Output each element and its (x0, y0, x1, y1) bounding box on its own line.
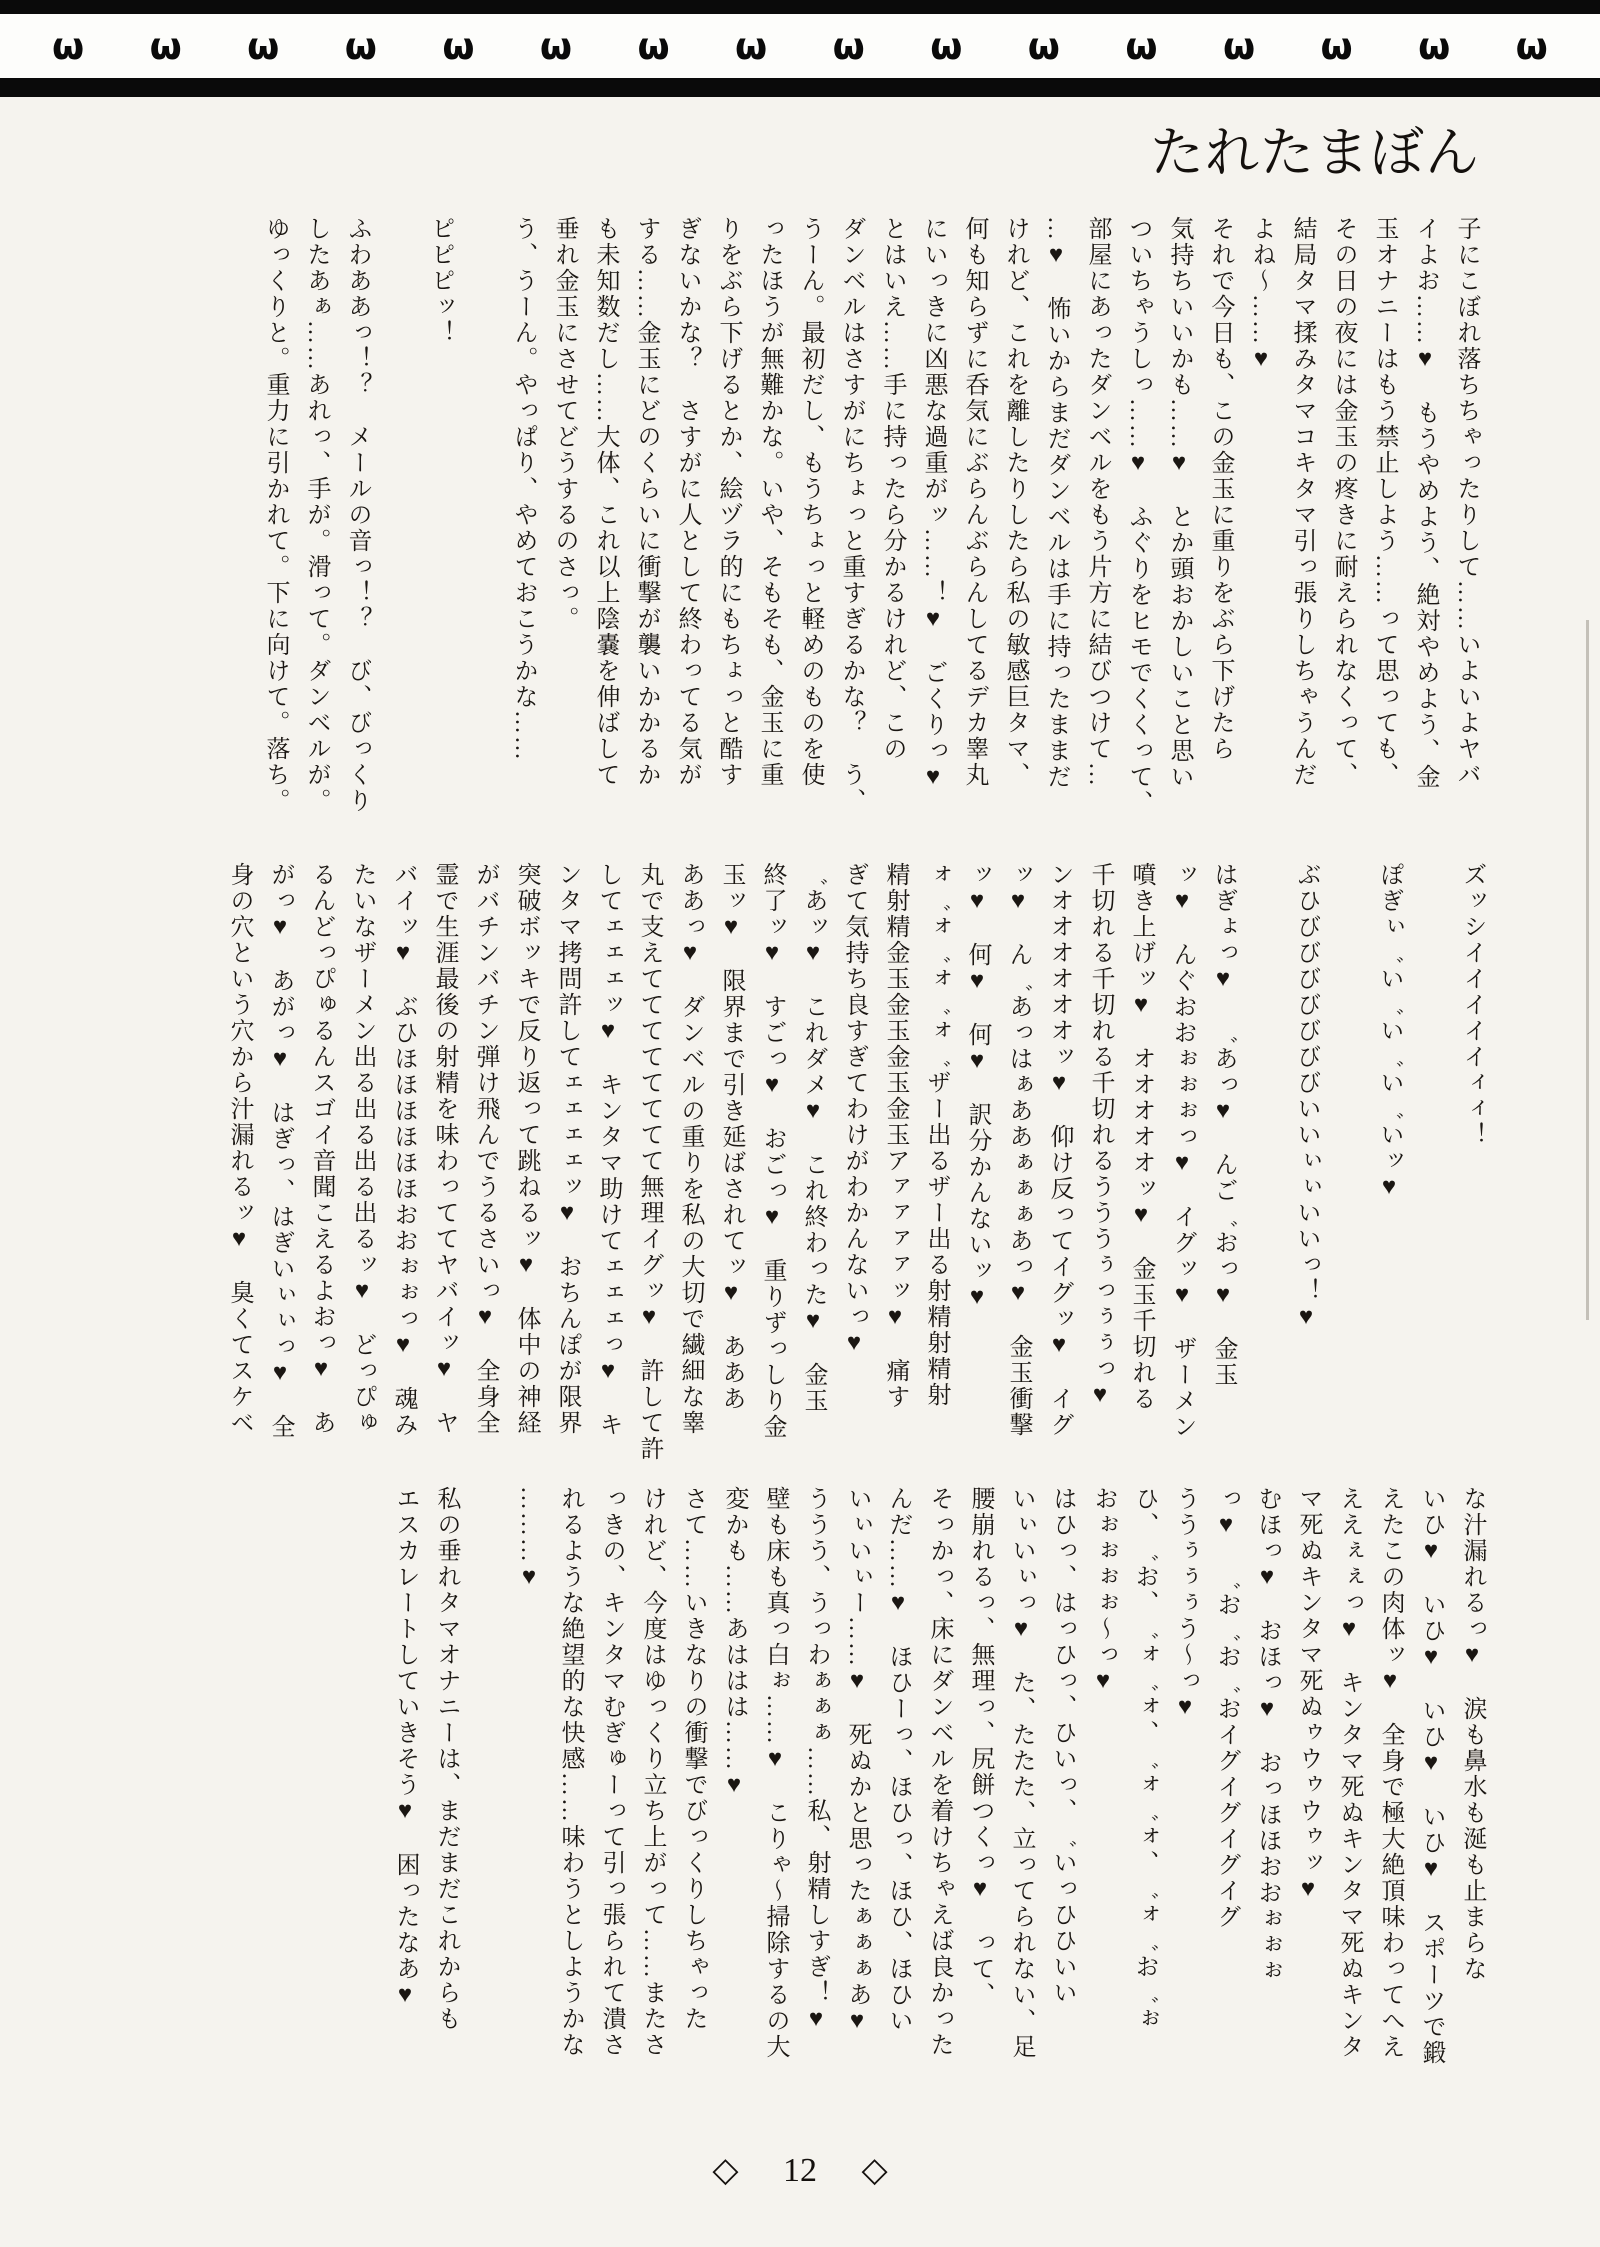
text-column: ッ♥ 何♥ 何♥ 訳分かんないッ♥ (964, 862, 990, 1312)
text-column: ったほうが無難かな。いや、そもそも、金玉に重 (756, 216, 782, 788)
column-gap (386, 216, 411, 816)
text-column: るんどっぴゅるんスゴイ音聞こえるよおっ♥ あ (308, 862, 334, 1436)
text-column: いぃいぃっ♥ た、たたた、立ってられない、足 (1008, 1486, 1034, 2060)
omega-icon: ω (832, 24, 865, 68)
text-column: 突破ボッキで反り返って跳ねるッ♥ 体中の神経 (513, 862, 539, 1436)
text-column: 何も知らずに呑気にぶらんぶらんしてるデカ睾丸 (961, 216, 987, 788)
text-column: したあぁ……あれっ、手が。滑って。ダンベルが。 (303, 216, 329, 814)
text-column: バイッ♥ ぶひほほほほほほおおぉぉっ♥ 魂み (390, 862, 416, 1438)
column-gap (475, 1486, 500, 2086)
text-column: はひっ、はっひっ、ひいっ、゛いっひひいい (1049, 1486, 1075, 2006)
text-column: ぎないかな？ さすがに人として終わってる気が (674, 216, 700, 788)
text-column: いぃいぃー……♥ 死ぬかと思ったぁぁぁあ♥ (844, 1486, 870, 2036)
text-column: ォ゛ォ゛ォ゛ォ゛ザー出るザー出る射精射精射 (923, 862, 949, 1408)
text-column: 玉ッ♥ 限界まで引き延ばされてッ♥ あああ (718, 862, 744, 1412)
omega-icon: ω (1027, 24, 1060, 68)
text-column: ああっ♥ ダンベルの重りを私の大切で繊細な睾 (677, 862, 703, 1436)
text-column: な汁漏れるっ♥ 涙も鼻水も涎も止まらな (1459, 1486, 1485, 1982)
text-column: とはいえ……手に持ったら分かるけれど、この (879, 216, 905, 762)
text-column: ズッシイイイイイィィ！ (1459, 862, 1485, 1148)
text-column: 終了ッ♥ すごっ♥ おごっ♥ 重りずっしり金 (759, 862, 785, 1440)
text-column: ふわああっ！？ メールの音っ！？ び、びっくり (344, 216, 370, 814)
text-column: ッ♥ ん゛あっはぁああぁぁぁあっ♥ 金玉衝撃 (1005, 862, 1031, 1438)
text-column: 結局タマ揉みタマコキタマ引っ張りしちゃうんだ (1289, 216, 1315, 788)
text-column: …♥ 怖いからまだダンベルは手に持ったままだ (1043, 216, 1069, 790)
text-column: う、うーん。やっぱり、やめておこうかな…… (510, 216, 536, 762)
text-column: ンオオオオオオッ♥ 仰け反ってイグッ♥ イグ (1046, 862, 1072, 1438)
text-column: マ死ぬキンタマ死ぬゥウゥウゥッ♥ (1295, 1486, 1321, 1904)
text-column: えたこの肉体ッ♥ 全身で極大絶頂味わってへえ (1377, 1486, 1403, 2060)
text-column: 丸で支えてててててててて無理イグッ♥ 許して許 (636, 862, 662, 1462)
diamond-icon: ◇ (712, 2152, 739, 2189)
text-column: がバチンバチン弾け飛んでうるさいっ♥ 全身全 (472, 862, 498, 1436)
text-block-intro (246, 216, 1478, 816)
text-column: イよお……♥ もうやめよう、絶対やめよう、金 (1412, 216, 1438, 790)
text-column: さて……いきなりの衝撃でびっくりしちゃった (680, 1486, 706, 2032)
omega-icon: ω (247, 24, 280, 68)
text-column: ううぅぅぅう〜っ♥ (1172, 1486, 1198, 1722)
text-column: ぶひびびびびびびびいいぃぃいいっ！♥ (1293, 862, 1319, 1332)
text-column: っきの、キンタマむぎゅーって引っ張られて潰さ (598, 1486, 624, 2058)
text-block-aftermath (376, 1486, 1484, 2086)
text-column: っ♥ ゛お゛お゛おイグイグイグイグ (1213, 1486, 1239, 1930)
text-column: 変かも……あははは……♥ (721, 1486, 747, 1800)
text-column: ぎて気持ち良すぎてわけがわかんないっ♥ (841, 862, 867, 1358)
text-column: 気持ちいいかも……♥ とか頭おかしいこと思い (1166, 216, 1192, 790)
header-top-bar (0, 0, 1600, 14)
diamond-icon: ◇ (861, 2152, 888, 2189)
column-gap (469, 216, 494, 816)
page-title: たれたまぼん (1150, 123, 1480, 183)
text-column: 身の穴という穴から汁漏れるッ♥ 臭くてスケベ (226, 862, 252, 1436)
text-column: うーん。最初だし、もうちょっと軽めのものを使 (797, 216, 823, 788)
text-column: ぽぎぃ゛い゛い゛い゛いッ♥ (1376, 862, 1402, 1202)
text-column: たいなザーメン出る出る出る出るッ♥ どっぴゅ (349, 862, 375, 1436)
header-bottom-bar (0, 78, 1600, 97)
text-column: むほっ♥ おほっ♥ おっほほおおぉぉぉ (1254, 1486, 1280, 1984)
omega-icon: ω (344, 24, 377, 68)
text-column: 腰崩れるっ、無理っ、尻餅つくっ♥ って、 (967, 1486, 993, 2008)
text-column: おぉぉぉぉ〜っ♥ (1090, 1486, 1116, 1696)
column-gap (1335, 862, 1360, 1462)
text-column: ダンベルはさすがにちょっと重すぎるかな？ う、 (838, 216, 864, 814)
omega-icon: ω (149, 24, 182, 68)
text-column: いひ♥ いひ♥ いひ♥ いひ♥ スポーツで鍛 (1418, 1486, 1444, 2066)
text-column: りをぶら下げるとか、絵ヅラ的にもちょっと酷す (715, 216, 741, 788)
text-column: その日の夜には金玉の疼きに耐えられなくって、 (1330, 216, 1356, 788)
page-number: 12 (783, 2152, 817, 2189)
text-column: 壁も床も真っ白ぉ……♥ こりゃ〜掃除するの大 (762, 1486, 788, 2060)
text-column: んだ……♥ ほひーっ、ほひっ、ほひ、ほひい (885, 1486, 911, 2034)
page-number-row (0, 2150, 1600, 2190)
text-column: よね〜……♥ (1248, 216, 1274, 374)
text-column: 噴き上げッ♥ オオオオオッ♥ 金玉千切れる (1128, 862, 1154, 1412)
text-column: 垂れ金玉にさせてどうするのさっ。 (551, 216, 577, 632)
text-column: 精射精金玉金玉金玉金玉アァァァァッ♥ 痛す (882, 862, 908, 1410)
omega-icon: ω (1222, 24, 1256, 68)
omega-icon: ω (1418, 24, 1451, 68)
column-gap (1418, 862, 1443, 1462)
text-column: にいっきに凶悪な過重がッ……！♥ ごくりっ♥ (920, 216, 946, 792)
omega-icon: ω (1320, 24, 1353, 68)
text-column: ゛あッ♥ これダメ♥ これ終わった♥ 金玉 (800, 862, 826, 1414)
text-column: ッ♥ んぐおおぉぉぉっ♥ イグッ♥ ザーメン (1169, 862, 1195, 1440)
text-column: ………♥ (516, 1486, 542, 1592)
text-column: はぎょっ♥ ゛あっ♥ んご゛おっ♥ 金玉 (1210, 862, 1236, 1388)
text-column: ついちゃうしっ……♥ ふぐりをヒモでくくって、 (1125, 216, 1151, 816)
omega-icon: ω (442, 24, 475, 68)
column-gap (1252, 862, 1277, 1462)
text-column: ピピピッ！ (427, 216, 453, 346)
text-column: 子にこぼれ落ちちゃったりして……いよいよヤバ (1453, 216, 1479, 788)
text-column: する……金玉にどのくらいに衝撃が襲いかかるか (633, 216, 659, 788)
omega-icon: ω (930, 24, 963, 68)
text-column: けれど、これを離したりしたら私の敏感巨タマ、 (1002, 216, 1028, 788)
text-column: れるような絶望的な快感……味わうとしようかな (557, 1486, 583, 2058)
text-column: 玉オナニーはもう禁止しよう……って思っても、 (1371, 216, 1397, 788)
text-column: 霊で生涯最後の射精を味わっててヤバイッ♥ ヤ (431, 862, 457, 1436)
text-column: してェェェッ♥ キンタマ助けてェェェっ♥ キ (595, 862, 621, 1438)
omega-icon: ω (52, 24, 85, 68)
omega-icon: ω (1515, 24, 1548, 68)
text-block-climax (210, 862, 1484, 1462)
text-column: そっかっ、床にダンベルを着けちゃえば良かった (926, 1486, 952, 2058)
text-column: 千切れる千切れる千切れるうううぅっぅぅっ♥ (1087, 862, 1113, 1410)
text-column: ひ、゛お、゛ォ゛ォ、゛ォ゛ォ、゛ォ゛お゛ぉ (1131, 1486, 1157, 2032)
text-column: けれど、今度はゆっくり立ち上がって……またさ (639, 1486, 665, 2058)
text-column: それで今日も、この金玉に重りをぶら下げたら (1207, 216, 1233, 762)
page-edge-artifact (1586, 620, 1589, 1320)
text-column: ううう、うっわぁぁぁ……私、射精しすぎ！♥ (803, 1486, 829, 2034)
header-band (0, 0, 1600, 97)
text-column: ンタマ拷問許してェェェェッ♥ おちんぽが限界 (554, 862, 580, 1436)
text-column: 部屋にあったダンベルをもう片方に結びつけて… (1084, 216, 1110, 788)
text-column: エスカレートしていきそう♥ 困ったなあ♥ (392, 1486, 418, 2010)
text-column: 私の垂れタマオナニーは、まだまだこれからも (433, 1486, 459, 2032)
text-column: がっ♥ あがっ♥ はぎっ、はぎいぃぃっ♥ 全 (267, 862, 293, 1440)
omega-icon: ω (1125, 24, 1158, 68)
omega-strip (0, 14, 1600, 78)
text-column: も未知数だし……大体、これ以上陰嚢を伸ばして (592, 216, 618, 788)
omega-icon: ω (637, 24, 670, 68)
omega-icon: ω (539, 24, 573, 68)
text-column: ええぇぇっ♥ キンタマ死ぬキンタマ死ぬキンタ (1336, 1486, 1362, 2060)
text-column: ゆっくりと。重力に引かれて。下に向けて。落ち。 (262, 216, 288, 814)
omega-icon: ω (735, 24, 768, 68)
